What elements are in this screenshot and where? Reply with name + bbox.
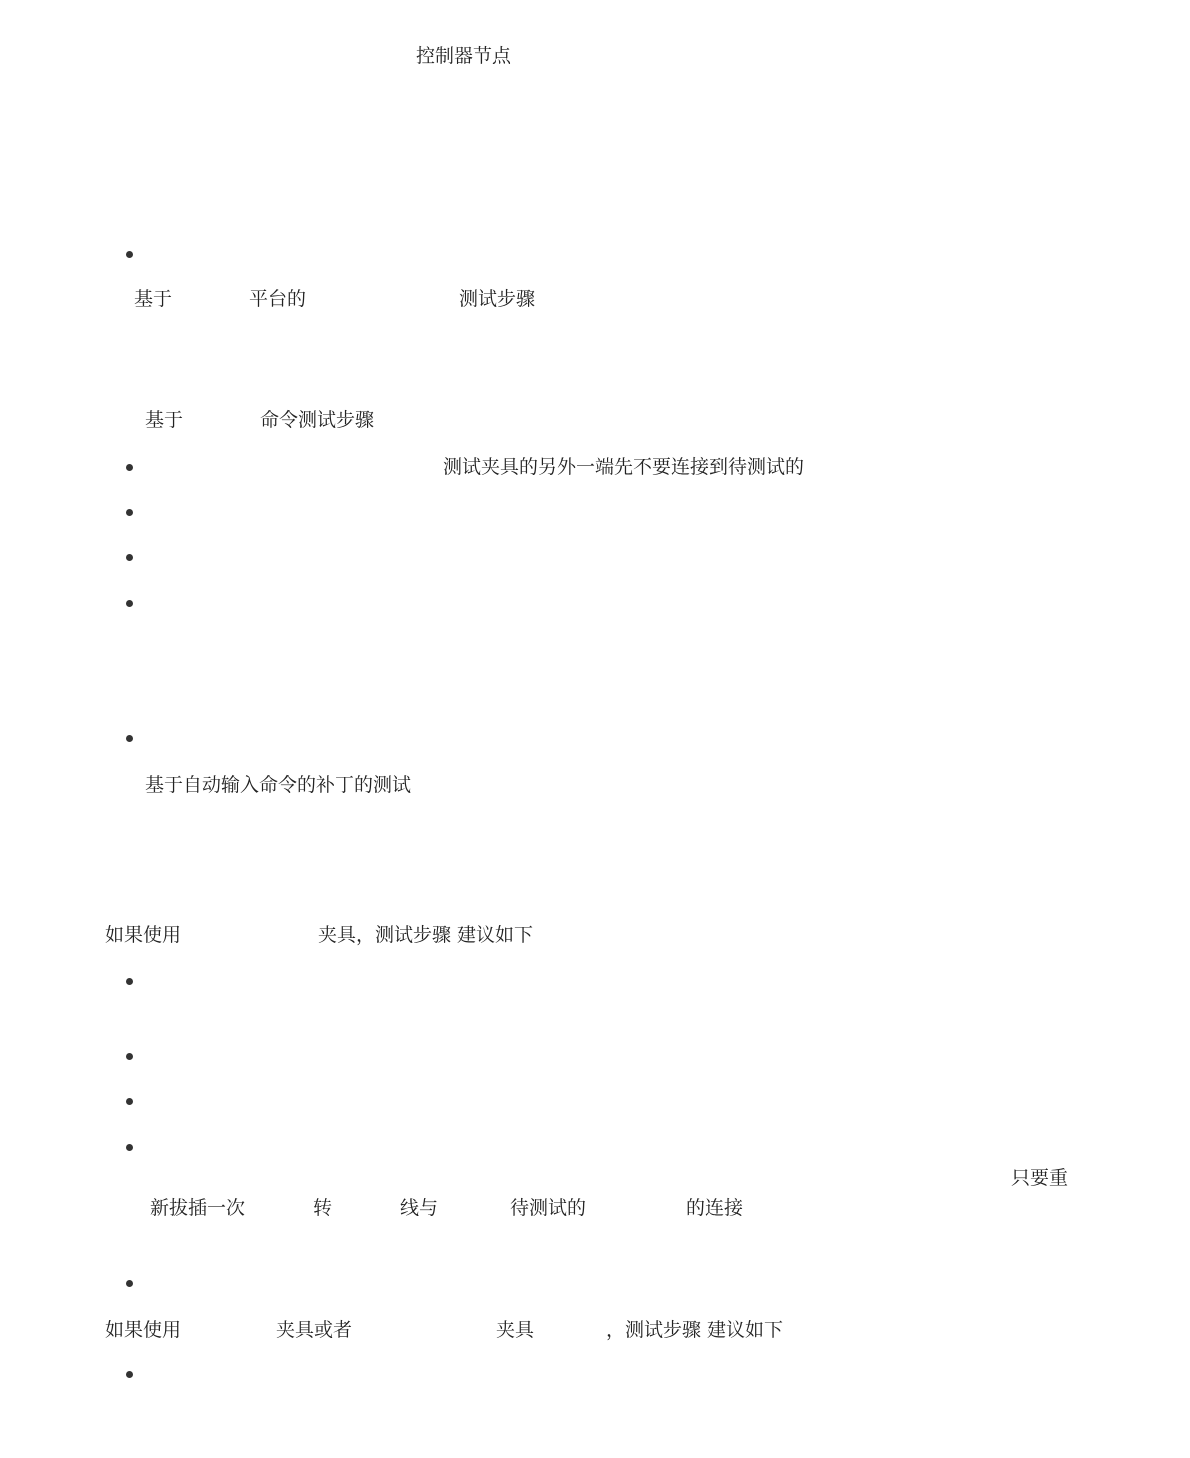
- bullet-point: [126, 1098, 133, 1105]
- section-2-list-item-1: 测试夹具的另外一端先不要连接到待测试的: [443, 456, 805, 478]
- bullet-point: [126, 978, 133, 985]
- section-5-text-seg-2: 夹具或者: [276, 1319, 353, 1341]
- bullet-point: [126, 600, 133, 607]
- section-5-text-seg-4: ，测试步骤 建议如下: [606, 1319, 784, 1341]
- section-2-text-seg-1: 基于: [145, 409, 184, 431]
- page-heading: 控制器节点: [416, 45, 512, 67]
- section-4-line-2-seg-3: 线与: [400, 1197, 439, 1219]
- bullet-point: [126, 1280, 133, 1287]
- section-4-note-end: 只要重: [1011, 1167, 1069, 1189]
- bullet-point: [126, 509, 133, 516]
- section-3-title: 基于自动输入命令的补丁的测试: [145, 774, 412, 796]
- section-2-text-seg-2: 命令测试步骤: [260, 409, 375, 431]
- bullet-point: [126, 554, 133, 561]
- bullet-point: [126, 735, 133, 742]
- bullet-point: [126, 464, 133, 471]
- section-4-line-2-seg-1: 新拔插一次: [150, 1197, 246, 1219]
- section-4-line-2-seg-2: 转: [313, 1197, 333, 1219]
- section-1-text-seg-2: 平台的: [249, 288, 307, 310]
- section-4-text-seg-2: 夹具，测试步骤 建议如下: [318, 924, 534, 946]
- section-4-line-2-seg-5: 的连接: [686, 1197, 744, 1219]
- section-1-text-seg-1: 基于: [134, 288, 173, 310]
- bullet-point: [126, 1144, 133, 1151]
- section-4-text-seg-1: 如果使用: [105, 924, 182, 946]
- bullet-point: [126, 1053, 133, 1060]
- bullet-point: [126, 251, 133, 258]
- section-5-text-seg-3: 夹具: [496, 1319, 535, 1341]
- bullet-point: [126, 1371, 133, 1378]
- section-4-line-2-seg-4: 待测试的: [510, 1197, 587, 1219]
- section-5-text-seg-1: 如果使用: [105, 1319, 182, 1341]
- section-1-text-seg-3: 测试步骤: [459, 288, 536, 310]
